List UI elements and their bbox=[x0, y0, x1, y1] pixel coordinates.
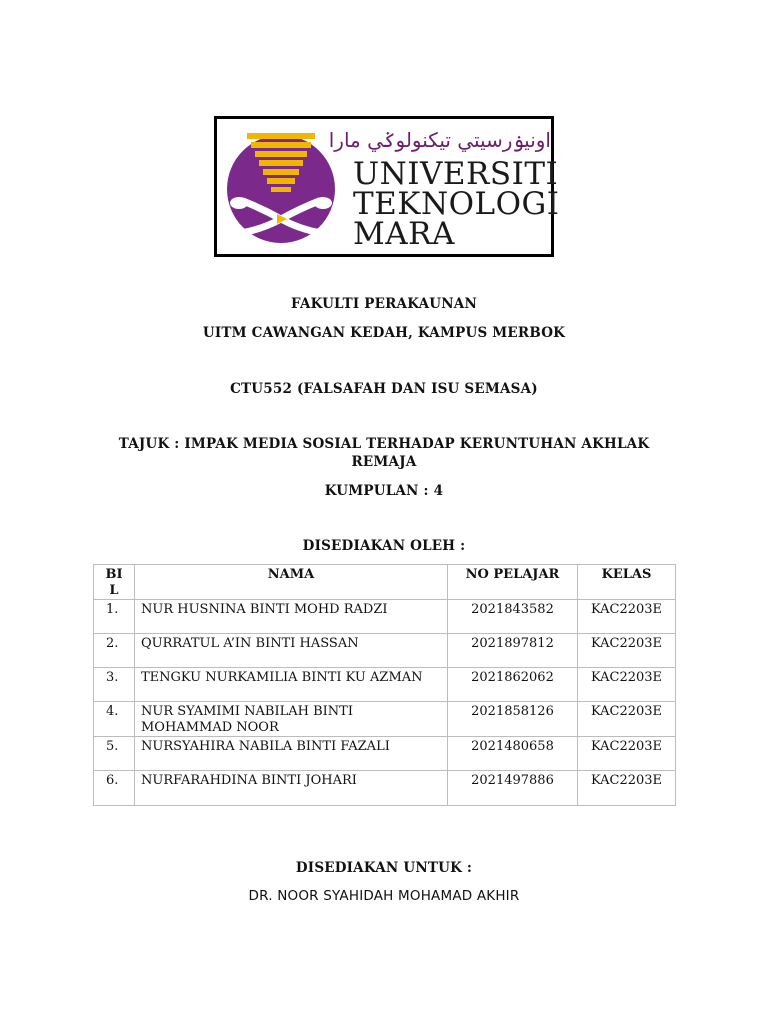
row-bil: 3. bbox=[94, 668, 135, 702]
header-kelas: KELAS bbox=[578, 565, 676, 600]
logo-line-universiti: UNIVERSITI bbox=[353, 156, 559, 192]
row-nama: NURSYAHIRA NABILA BINTI FAZALI bbox=[135, 737, 448, 771]
row-bil: 2. bbox=[94, 634, 135, 668]
row-no-pelajar: 2021480658 bbox=[448, 737, 578, 771]
table-row bbox=[94, 771, 676, 806]
row-kelas: KAC2203E bbox=[578, 634, 676, 668]
row-no-pelajar: 2021843582 bbox=[448, 600, 578, 634]
prepared-for-heading: DISEDIAKAN UNTUK : bbox=[295, 860, 473, 876]
logo-arabic-text: اونيۏرسيتي تيكنولوݢي مارا bbox=[328, 128, 551, 152]
header-no-pelajar: NO PELAJAR bbox=[448, 565, 578, 600]
logo-line-teknologi: TEKNOLOGI bbox=[353, 186, 560, 222]
row-nama: NUR HUSNINA BINTI MOHD RADZI bbox=[135, 600, 448, 634]
group-number: KUMPULAN : 4 bbox=[324, 483, 444, 499]
uitm-logo bbox=[214, 116, 560, 257]
row-bil: 6. bbox=[94, 771, 135, 806]
logo-line-mara: MARA bbox=[353, 216, 455, 252]
topic-line-1: TAJUK : IMPAK MEDIA SOSIAL TERHADAP KERUNTUHAN AKHLAK bbox=[118, 436, 650, 452]
table-row bbox=[94, 737, 676, 771]
row-kelas: KAC2203E bbox=[578, 702, 676, 737]
header-bil: BI L bbox=[94, 565, 135, 600]
row-kelas: KAC2203E bbox=[578, 737, 676, 771]
campus-name: UITM CAWANGAN KEDAH, KAMPUS MERBOK bbox=[202, 325, 566, 341]
lecturer-name: DR. NOOR SYAHIDAH MOHAMAD AKHIR bbox=[248, 888, 520, 904]
row-no-pelajar: 2021897812 bbox=[448, 634, 578, 668]
row-bil: 4. bbox=[94, 702, 135, 737]
row-nama: QURRATUL A’IN BINTI HASSAN bbox=[135, 634, 448, 668]
row-no-pelajar: 2021862062 bbox=[448, 668, 578, 702]
row-nama: NURFARAHDINA BINTI JOHARI bbox=[135, 771, 448, 806]
row-bil: 5. bbox=[94, 737, 135, 771]
row-nama: TENGKU NURKAMILIA BINTI KU AZMAN bbox=[135, 668, 448, 702]
course-title: CTU552 (FALSAFAH DAN ISU SEMASA) bbox=[230, 381, 538, 397]
table-row bbox=[94, 668, 676, 702]
table-header-row bbox=[94, 565, 676, 600]
row-nama: NUR SYAMIMI NABILAH BINTI MOHAMMAD NOOR bbox=[135, 702, 448, 737]
row-no-pelajar: 2021497886 bbox=[448, 771, 578, 806]
table-row bbox=[94, 634, 676, 668]
row-kelas: KAC2203E bbox=[578, 771, 676, 806]
members-table bbox=[93, 564, 676, 806]
header-nama: NAMA bbox=[135, 565, 448, 600]
row-kelas: KAC2203E bbox=[578, 668, 676, 702]
topic-line-2: REMAJA bbox=[351, 454, 417, 470]
table-row bbox=[94, 600, 676, 634]
faculty-name: FAKULTI PERAKAUNAN bbox=[290, 296, 478, 312]
row-no-pelajar: 2021858126 bbox=[448, 702, 578, 737]
row-bil: 1. bbox=[94, 600, 135, 634]
table-row bbox=[94, 702, 676, 737]
row-kelas: KAC2203E bbox=[578, 600, 676, 634]
prepared-by-heading: DISEDIAKAN OLEH : bbox=[302, 538, 466, 554]
